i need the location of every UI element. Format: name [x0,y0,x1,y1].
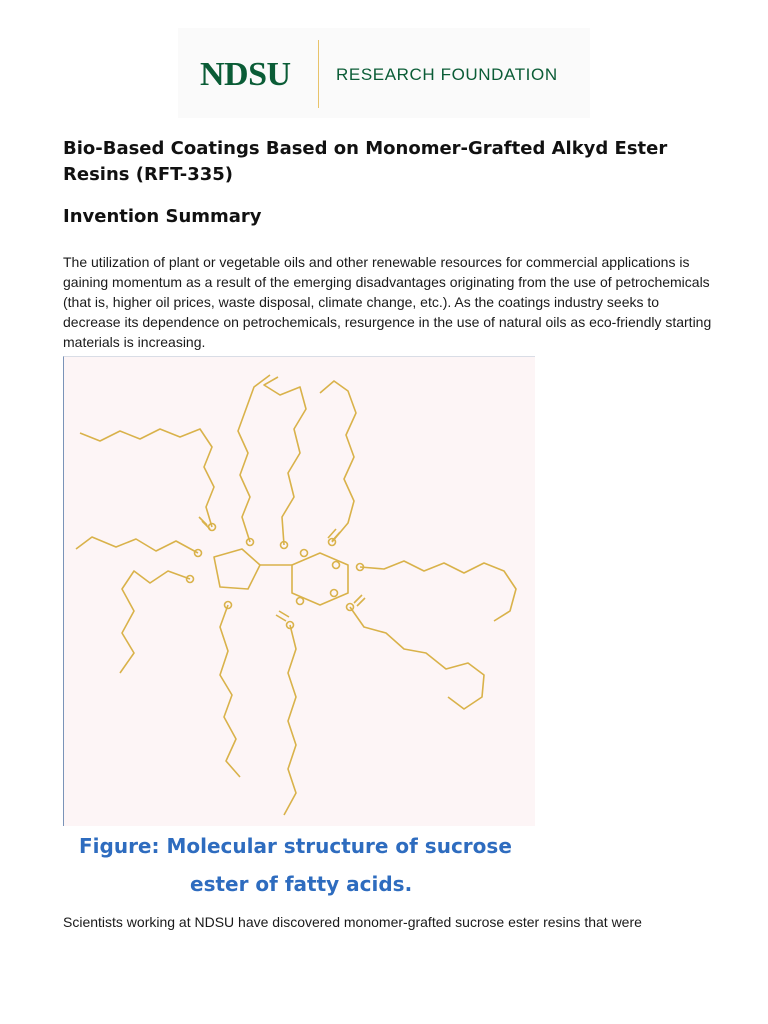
chain-left [120,571,190,673]
chain-top-left [80,429,214,527]
chain-top-right [320,381,356,542]
discovery-paragraph: Scientists working at NDSU have discovered monomer-grafted sucrose ester resins that were [63,914,642,930]
chain-upper-left [76,537,198,553]
chain-top-mid [264,377,306,545]
chain-top-center [238,375,270,542]
summary-paragraph: The utilization of plant or vegetable oils and other renewable resources for commercial applications is gaining momentum as a result of the emerging disadvantages originating from the use of petrochemicals (that is, higher oil prices, waste disposal, climate change, etc.). As the coatings industry seeks to decrease its dependence on petrochemicals, resurgence in the use of natural oils as eco-friendly starting materials is increasing. [63,254,712,350]
chain-lower-right [350,607,484,709]
logo-divider [318,40,319,108]
page-title: Bio-Based Coatings Based on Monomer-Grafted Alkyd Ester Resins (RFT-335) [63,138,668,185]
chain-right [360,561,516,621]
molecular-structure-figure [63,356,535,826]
furanose-ring [214,549,260,589]
ndsu-logo[interactable]: NDSU [200,56,291,93]
chain-lower-left [220,605,240,777]
section-heading: Invention Summary [63,206,262,227]
figure-caption-line1: Figure: Molecular structure of sucrose [79,834,512,858]
research-foundation-label: RESEARCH FOUNDATION [336,65,558,84]
figure-caption-line2: ester of fatty acids. [190,872,413,896]
sucrose-ester-diagram [64,357,535,826]
chain-bottom [284,625,296,815]
